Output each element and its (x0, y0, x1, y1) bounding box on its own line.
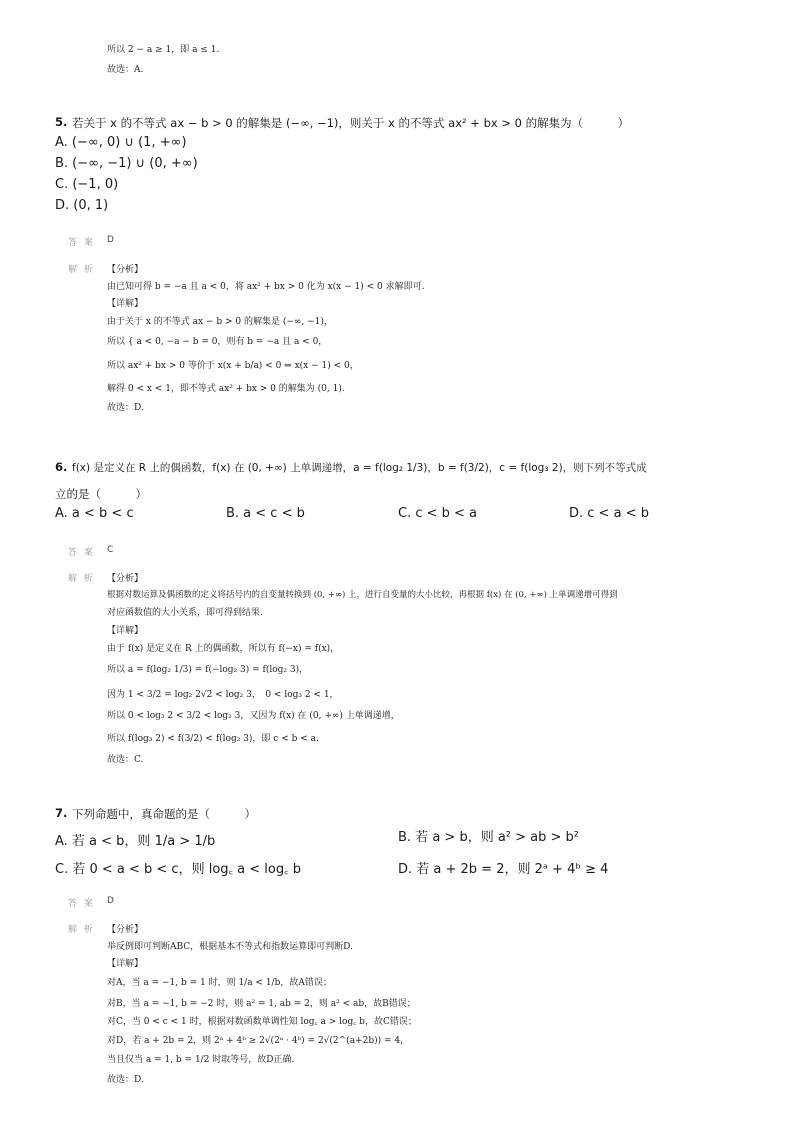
question-7-answer: D (107, 896, 114, 906)
question-5-analysis-tag: 解 析 (68, 265, 95, 275)
question-7-answer-tag: 答 案 (68, 899, 95, 909)
prev-solution-line-1: 所以 2 − a ≥ 1，即 a ≤ 1. (107, 45, 220, 55)
question-6-analysis-line: 故选：C. (107, 755, 144, 765)
question-7-analysis-line: 当且仅当 a = 1, b = 1/2 时取等号，故D正确. (107, 1055, 295, 1065)
question-7-number: 7. (55, 806, 68, 820)
question-5-analysis-line: 【详解】 (107, 299, 144, 309)
question-6-option-c: C. c < b < a (398, 506, 478, 521)
question-5-analysis-line: 【分析】 (107, 265, 144, 275)
question-6-stem-line-1: f(x) 是定义在 R 上的偶函数，f(x) 在 (0, +∞) 上单调递增，a = f(log₂ 1/3)，b = f(3/2)，c = f(log₃ 2)，则下列不等式成 (72, 462, 647, 474)
question-5-analysis-line: 故选：D. (107, 403, 144, 413)
question-5-analysis-line: 解得 0 < x < 1，即不等式 ax² + bx > 0 的解集为 (0, 1). (107, 384, 345, 394)
question-6-analysis-line: 对应函数值的大小关系，即可得到结果. (107, 608, 263, 618)
question-6-analysis-line: 因为 1 < 3/2 = log₂ 2√2 < log₂ 3， 0 < log₃ 2 < 1， (107, 690, 339, 700)
question-7-analysis-line: 对B，当 a = −1, b = −2 时，则 a² = 1, ab = 2，则 a² < ab，故B错误； (107, 999, 416, 1009)
question-7-analysis-line: 故选：D. (107, 1075, 144, 1085)
question-7-analysis-line: 【详解】 (107, 959, 144, 969)
question-7-analysis-line: 【分析】 (107, 925, 144, 935)
question-6-answer-tag: 答 案 (68, 548, 95, 558)
question-7-analysis-line: 对C，当 0 < c < 1 时，根据对数函数单调性知 log꜀ a > log꜀ b，故C错误； (107, 1017, 417, 1027)
question-7-option-b: B. 若 a > b，则 a² > ab > b² (398, 830, 579, 845)
question-5-analysis-line: 所以 ax² + bx > 0 等价于 x(x + b/a) < 0 ⇔ x(x − 1) < 0， (107, 361, 359, 371)
question-6-number: 6. (55, 460, 68, 474)
question-7-analysis-line: 举反例即可判断ABC，根据基本不等式和指数运算即可判断D. (107, 942, 353, 952)
question-5-answer-tag: 答 案 (68, 238, 95, 248)
question-6-analysis-line: 根据对数运算及偶函数的定义将括号内的自变量转换到 (0, +∞) 上，进行自变量的大小比较，再根据 f(x) 在 (0, +∞) 上单调递增可得到 (107, 590, 618, 600)
question-5-analysis-line: 由于关于 x 的不等式 ax − b > 0 的解集是 (−∞, −1)， (107, 317, 333, 327)
question-6-analysis-line: 【详解】 (107, 626, 144, 636)
question-7-analysis-tag: 解 析 (68, 925, 95, 935)
question-5-number: 5. (55, 115, 68, 129)
question-5-analysis-line: 由已知可得 b = −a 且 a < 0，将 ax² + bx > 0 化为 x(x − 1) < 0 求解即可. (107, 282, 425, 292)
prev-solution-line-2: 故选：A. (107, 65, 144, 75)
question-5-option-d: D. (0, 1) (55, 198, 109, 213)
question-7-analysis-line: 对A，当 a = −1, b = 1 时，则 1/a < 1/b，故A错误； (107, 978, 332, 988)
question-6-analysis-line: 由于 f(x) 是定义在 R 上的偶函数，所以有 f(−x) = f(x)， (107, 644, 340, 654)
question-5-answer: D (107, 235, 114, 245)
question-7-analysis-line: 对D，若 a + 2b = 2，则 2ᵃ + 4ᵇ ≥ 2√(2ᵃ · 4ᵇ) = 2√(2^(a+2b)) = 4， (107, 1036, 410, 1046)
question-6-option-b: B. a < c < b (226, 506, 305, 521)
question-7-stem: 下列命题中，真命题的是（ ） (72, 807, 256, 821)
question-6-option-a: A. a < b < c (55, 506, 134, 521)
question-7-option-c: C. 若 0 < a < b < c，则 log꜀ a < log꜀ b (55, 862, 301, 877)
question-6-analysis-tag: 解 析 (68, 574, 95, 584)
question-5-option-a: A. (−∞, 0) ∪ (1, +∞) (55, 135, 187, 150)
question-6-answer: C (107, 545, 114, 555)
question-5-option-b: B. (−∞, −1) ∪ (0, +∞) (55, 156, 198, 171)
question-7-option-a: A. 若 a < b，则 1/a > 1/b (55, 834, 216, 849)
question-5-stem: 若关于 x 的不等式 ax − b > 0 的解集是 (−∞, −1)，则关于 x 的不等式 ax² + bx > 0 的解集为（ ） (72, 116, 630, 130)
question-6-analysis-line: 所以 f(log₃ 2) < f(3/2) < f(log₂ 3)，即 c < b < a. (107, 734, 319, 744)
question-7-option-d: D. 若 a + 2b = 2，则 2ᵃ + 4ᵇ ≥ 4 (398, 862, 609, 877)
question-6-analysis-line: 所以 0 < log₃ 2 < 3/2 < log₂ 3，又因为 f(x) 在 (0, +∞) 上单调递增， (107, 711, 400, 721)
question-6-option-d: D. c < a < b (569, 506, 649, 521)
question-5-option-c: C. (−1, 0) (55, 177, 119, 192)
question-6-stem-line-2: 立的是（ ） (55, 487, 147, 501)
question-5-analysis-line: 所以 { a < 0, −a − b = 0，则有 b = −a 且 a < 0， (107, 337, 328, 347)
question-6-analysis-line: 【分析】 (107, 574, 144, 584)
question-6-analysis-line: 所以 a = f(log₂ 1/3) = f(−log₂ 3) = f(log₂ 3)， (107, 665, 309, 675)
